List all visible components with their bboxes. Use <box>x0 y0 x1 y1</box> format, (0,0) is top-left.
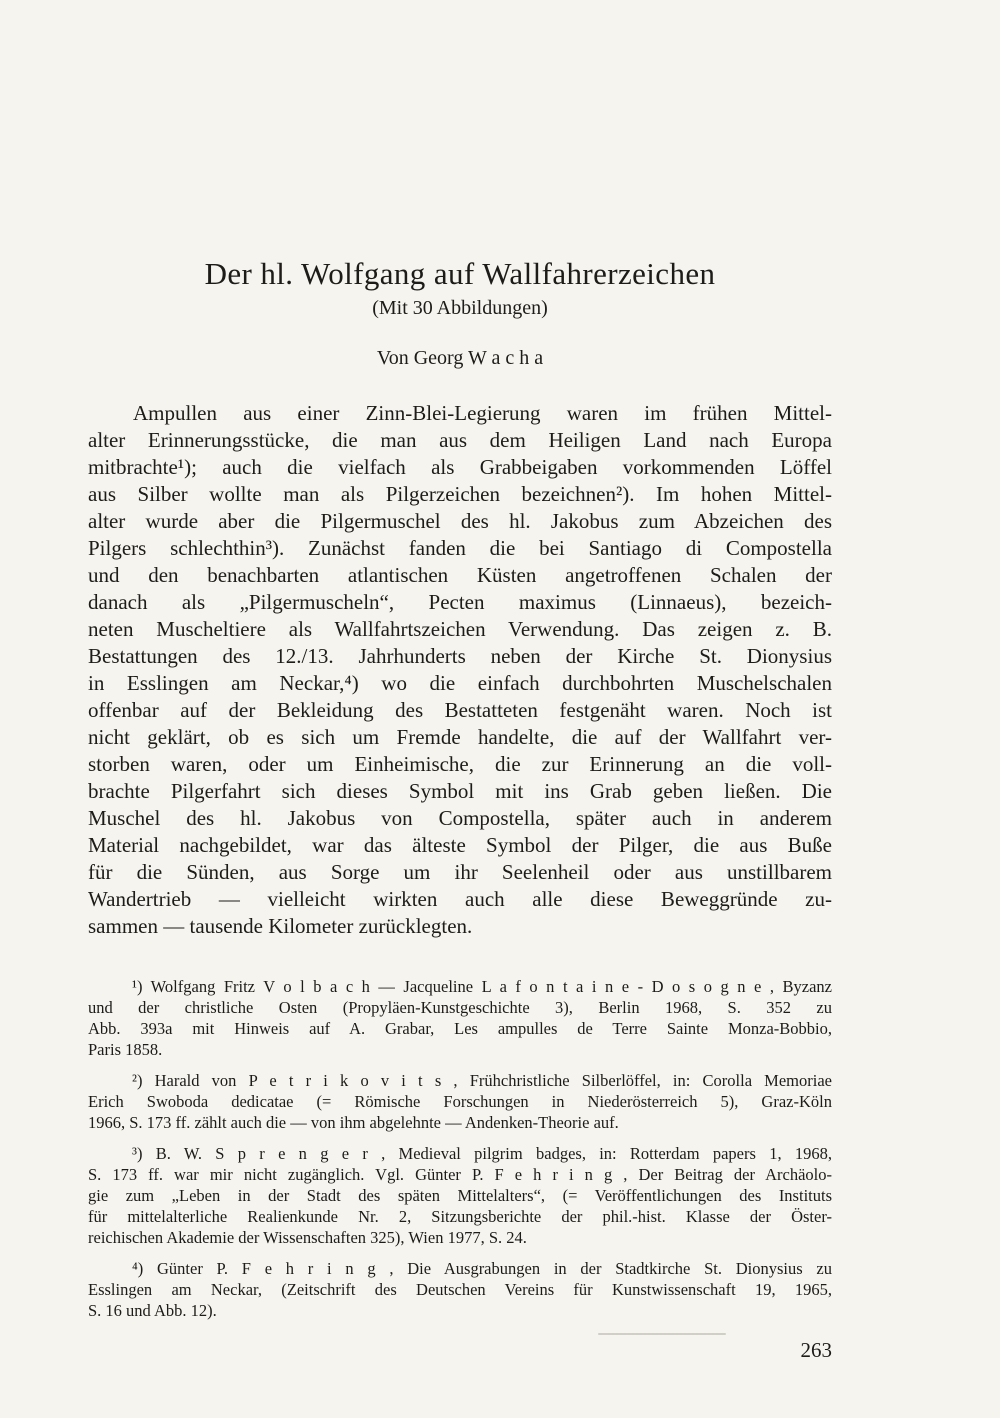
footnote-2 <box>88 1070 832 1133</box>
footnote-4 <box>88 1258 832 1321</box>
text-line: reichischen Akademie der Wissenschaften 325), Wien 1977, S. 24. <box>88 1228 527 1247</box>
text-line: ⁴) Günter P. F e h r i n g , Die Ausgrabungen in der Stadtkirche St. Dionysius zu <box>132 1259 832 1278</box>
text-line: und den benachbarten atlantischen Küsten angetroffenen Schalen der <box>88 563 832 587</box>
text-line: Ampullen aus einer Zinn-Blei-Legierung waren im frühen Mittel- <box>133 401 832 425</box>
page-number: 263 <box>800 1338 832 1362</box>
text-line: mitbrachte¹); auch die vielfach als Grabbeigaben vorkommenden Löffel <box>88 455 832 479</box>
text-line: alter Erinnerungsstücke, die man aus dem Heiligen Land nach Europa <box>88 428 832 452</box>
text-line: Bestattungen des 12./13. Jahrhunderts neben der Kirche St. Dionysius <box>88 644 832 668</box>
page <box>88 0 832 1363</box>
text-line: in Esslingen am Neckar,⁴) wo die einfach durchbohrten Muschelschalen <box>88 671 832 695</box>
text-line: gie zum „Leben in der Stadt des späten Mittelalters“, (= Veröffentlichungen des Instituts <box>88 1186 832 1205</box>
text-line: aus Silber wollte man als Pilgerzeichen bezeichnen²). Im hohen Mittel- <box>88 482 832 506</box>
footnote-3 <box>88 1143 832 1248</box>
text-line: Material nachgebildet, war das älteste Symbol der Pilger, die aus Buße <box>88 833 832 857</box>
text-line: ²) Harald von P e t r i k o v i t s , Frühchristliche Silberlöffel, in: Corolla Memoriae <box>132 1071 832 1090</box>
text-line: nicht geklärt, ob es sich um Fremde handelte, die auf der Wallfahrt ver- <box>88 725 832 749</box>
text-line: neten Muscheltiere als Wallfahrtszeichen Verwendung. Das zeigen z. B. <box>88 617 832 641</box>
text-line: Abb. 393a mit Hinweis auf A. Grabar, Les ampulles de Terre Sainte Monza-Bobbio, <box>88 1019 832 1038</box>
text-line: danach als „Pilgermuscheln“, Pecten maximus (Linnaeus), bezeich- <box>88 590 832 614</box>
footnote-1 <box>88 976 832 1060</box>
text-line: offenbar auf der Bekleidung des Bestatteten festgenäht waren. Noch ist <box>88 698 832 722</box>
text-line: Esslingen am Neckar, (Zeitschrift des Deutschen Vereins für Kunstwissenschaft 19, 1965, <box>88 1280 832 1299</box>
text-line: S. 173 ff. war mir nicht zugänglich. Vgl. Günter P. F e h r i n g , Der Beitrag der Archäolo- <box>88 1165 832 1184</box>
text-line: Paris 1858. <box>88 1040 163 1059</box>
text-line: für mittelalterliche Realienkunde Nr. 2, Sitzungsberichte der phil.-hist. Klasse der Öster- <box>88 1207 832 1226</box>
text-line: Muschel des hl. Jakobus von Compostella, später auch in anderem <box>88 806 832 830</box>
article-subtitle: (Mit 30 Abbildungen) <box>372 297 548 319</box>
article-title: Der hl. Wolfgang auf Wallfahrerzeichen <box>204 256 716 291</box>
text-line: storben waren, oder um Einheimische, die zur Erinnerung an die voll- <box>88 752 832 776</box>
footnotes-section <box>88 976 832 1321</box>
text-line: alter wurde aber die Pilgermuschel des hl. Jakobus zum Abzeichen des <box>88 509 832 533</box>
text-line: ¹) Wolfgang Fritz V o l b a c h — Jacqueline L a f o n t a i n e - D o s o g n e , Byzanz <box>132 977 832 996</box>
author-byline: Von Georg W a c h a <box>376 347 544 369</box>
text-line: ³) B. W. S p r e n g e r , Medieval pilgrim badges, in: Rotterdam papers 1, 1968, <box>132 1144 832 1163</box>
text-line: brachte Pilgerfahrt sich dieses Symbol mit ins Grab geben ließen. Die <box>88 779 832 803</box>
text-line: Erich Swoboda dedicatae (= Römische Forschungen in Niederösterreich 5), Graz-Köln <box>88 1092 832 1111</box>
text-line: Wandertrieb — vielleicht wirkten auch alle diese Beweggründe zu- <box>88 887 832 911</box>
text-line: sammen — tausende Kilometer zurücklegten. <box>88 914 473 938</box>
text-line: und der christliche Osten (Propyläen-Kunstgeschichte 3), Berlin 1968, S. 352 zu <box>88 998 832 1017</box>
text-line: S. 16 und Abb. 12). <box>88 1301 217 1320</box>
text-line: 1966, S. 173 ff. zählt auch die — von ihm abgelehnte — Andenken-Theorie auf. <box>88 1113 619 1132</box>
text-line: Pilgers schlechthin³). Zunächst fanden die bei Santiago di Compostella <box>88 536 832 560</box>
body-paragraph <box>88 400 832 940</box>
text-line: für die Sünden, aus Sorge um ihr Seelenheil oder aus unstillbarem <box>88 860 832 884</box>
scan-artifact <box>598 1333 726 1335</box>
